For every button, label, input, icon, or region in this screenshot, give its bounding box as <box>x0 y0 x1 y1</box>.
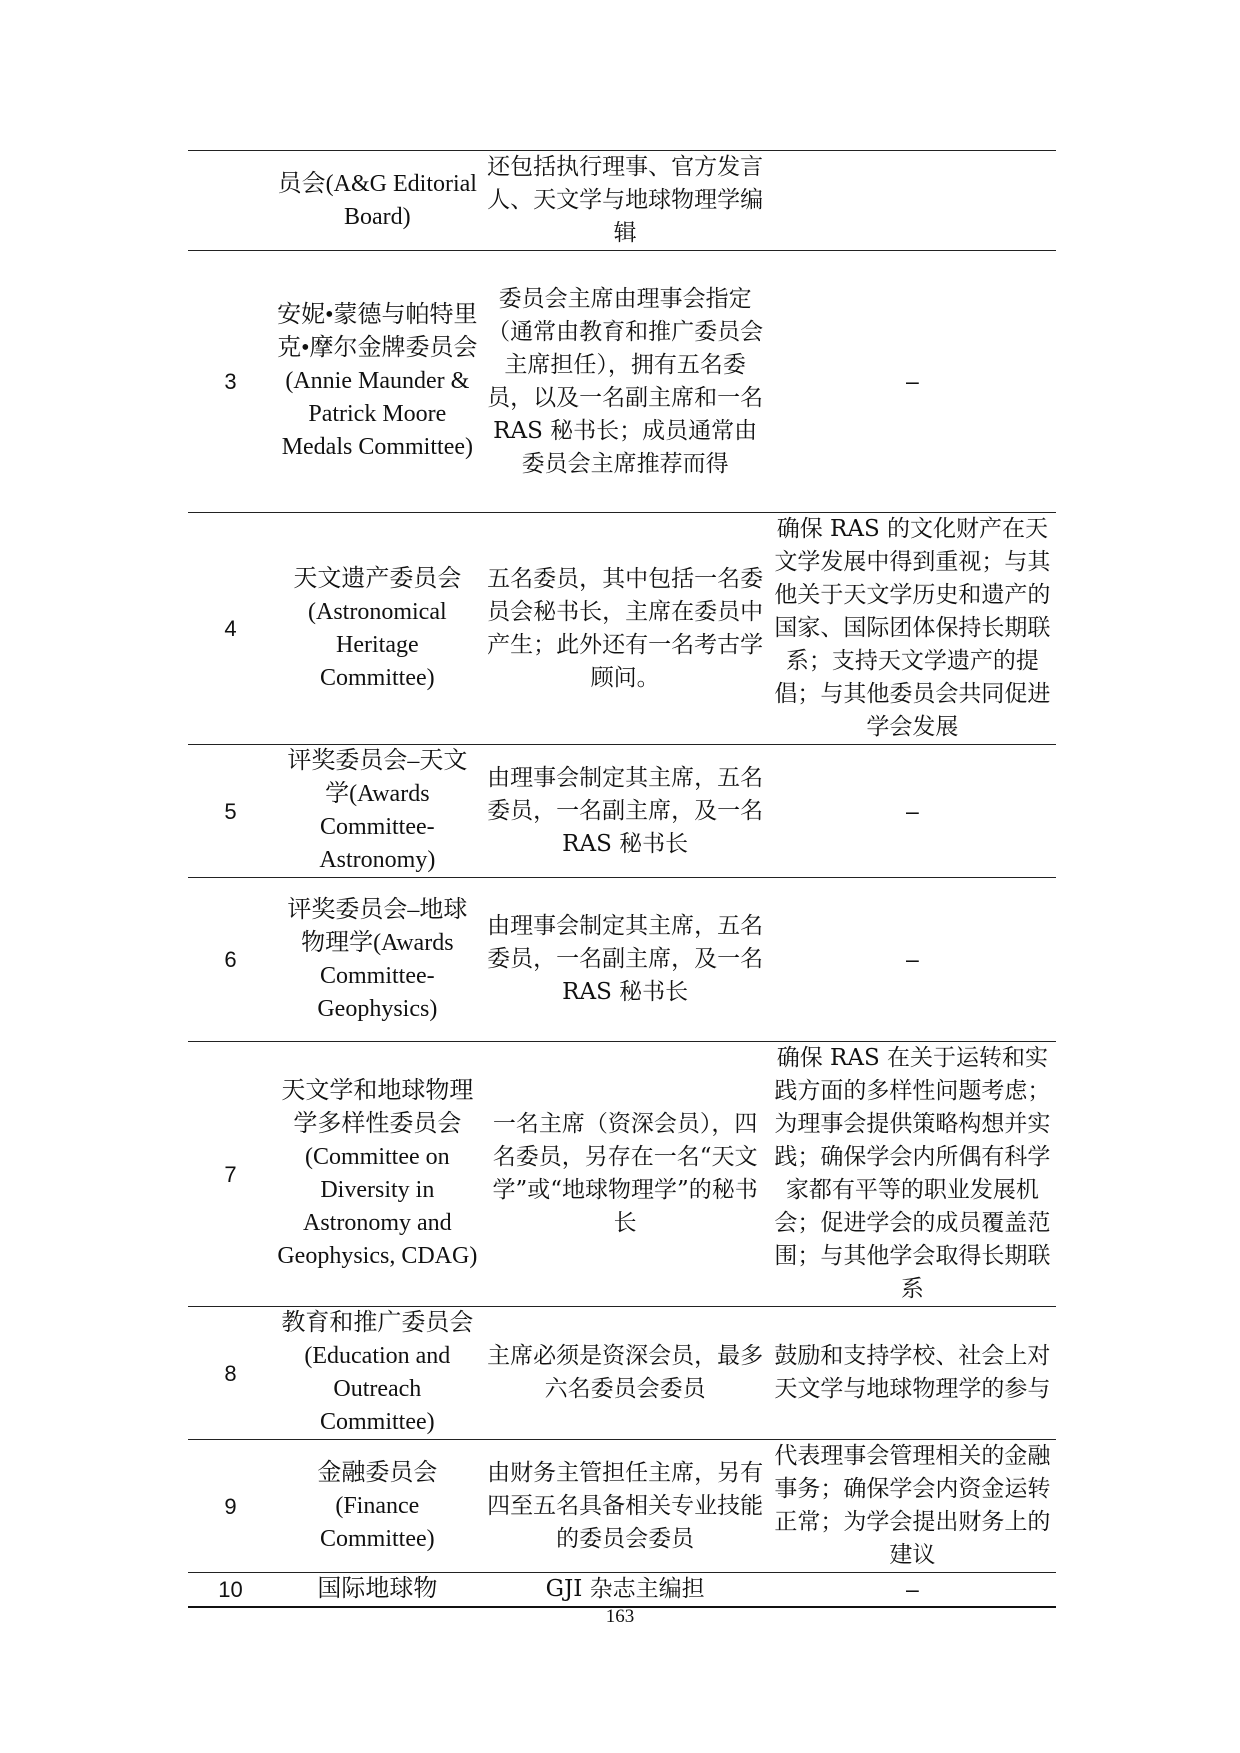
row-number: 4 <box>224 616 237 641</box>
committee-name: 安妮•蒙德与帕特里克•摩尔金牌委员会(Annie Maunder & Patrick Moore Medals Committee) <box>277 302 478 460</box>
table-row <box>188 878 1056 1042</box>
committee-duties: – <box>905 1576 919 1602</box>
table-row <box>188 745 1056 878</box>
committee-composition: 委员会主席由理事会指定（通常由教育和推广委员会主席担任），拥有五名委员，以及一名副主席和一名 RAS 秘书长；成员通常由委员会主席推荐而得 <box>487 285 764 477</box>
committee-duties <box>769 151 1056 251</box>
committee-composition: 五名委员，其中包括一名委员会秘书长，主席在委员中产生；此外还有一名考古学顾问。 <box>487 565 764 691</box>
committee-composition: 由理事会制定其主席，五名委员，一名副主席，及一名 RAS 秘书长 <box>487 913 764 1005</box>
committee-name: 评奖委员会–地球物理学(Awards Committee-Geophysics) <box>287 896 468 1022</box>
row-number <box>188 151 273 251</box>
committee-composition: GJI 杂志主编担 <box>545 1576 705 1602</box>
committee-duties: 鼓励和支持学校、社会上对天文学与地球物理学的参与 <box>774 1343 1051 1402</box>
committee-duties: – <box>905 368 919 394</box>
table-row <box>188 1440 1056 1573</box>
table-row <box>188 251 1056 513</box>
table-row <box>188 513 1056 745</box>
committee-composition: 一名主席（资深会员），四名委员，另存在一名“天文学”或“地球物理学”的秘书长 <box>492 1111 758 1236</box>
table-row <box>188 1573 1056 1608</box>
committee-duties: 代表理事会管理相关的金融事务；确保学会内资金运转正常；为学会提出财务上的建议 <box>774 1443 1051 1568</box>
row-number: 6 <box>224 947 237 972</box>
committee-duties: 确保 RAS 在关于运转和实践方面的多样性问题考虑；为理事会提供策略构想并实践；确保学会内所偶有科学家都有平等的职业发展机会；促进学会的成员覆盖范围；与其他学会取得长期联系 <box>774 1045 1051 1302</box>
committee-name: 天文遗产委员会(Astronomical Heritage Committee) <box>293 565 462 691</box>
table-row <box>188 1042 1056 1307</box>
committee-table <box>188 150 1056 1608</box>
row-number: 3 <box>224 369 237 394</box>
row-number: 5 <box>224 798 237 824</box>
committee-duties: – <box>905 946 919 972</box>
row-number: 10 <box>218 1577 243 1602</box>
committee-name: 教育和推广委员会(Education and Outreach Committee) <box>281 1310 474 1435</box>
row-number: 7 <box>224 1161 237 1187</box>
table-row <box>188 151 1056 251</box>
committee-duties: – <box>905 797 919 824</box>
committee-composition: 由财务主管担任主席，另有四至五名具备相关专业技能的委员会委员 <box>487 1459 764 1552</box>
page-number: 163 <box>605 1606 635 1627</box>
row-number: 8 <box>224 1360 237 1386</box>
committee-composition: 还包括执行理事、官方发言人、天文学与地球物理学编辑 <box>487 154 764 246</box>
committee-name: 员会(A&G Editorial Board) <box>277 170 477 230</box>
row-number: 9 <box>224 1493 237 1519</box>
committee-name: 天文学和地球物理学多样性委员会(Committee on Diversity in Astronomy and Geophysics, CDAG) <box>277 1078 478 1269</box>
committee-composition: 由理事会制定其主席，五名委员，一名副主席，及一名 RAS 秘书长 <box>487 764 764 857</box>
committee-name: 国际地球物 <box>317 1576 438 1602</box>
committee-composition: 主席必须是资深会员，最多六名委员会委员 <box>487 1343 764 1402</box>
committee-name: 评奖委员会–天文学(Awards Committee-Astronomy) <box>287 748 468 873</box>
committee-name: 金融委员会(Finance Committee) <box>317 1459 438 1552</box>
committee-duties: 确保 RAS 的文化财产在天文学发展中得到重视；与其他关于天文学历史和遗产的国家、国际团体保持长期联系；支持天文学遗产的提倡；与其他委员会共同促进学会发展 <box>774 516 1051 740</box>
table-row <box>188 1307 1056 1440</box>
